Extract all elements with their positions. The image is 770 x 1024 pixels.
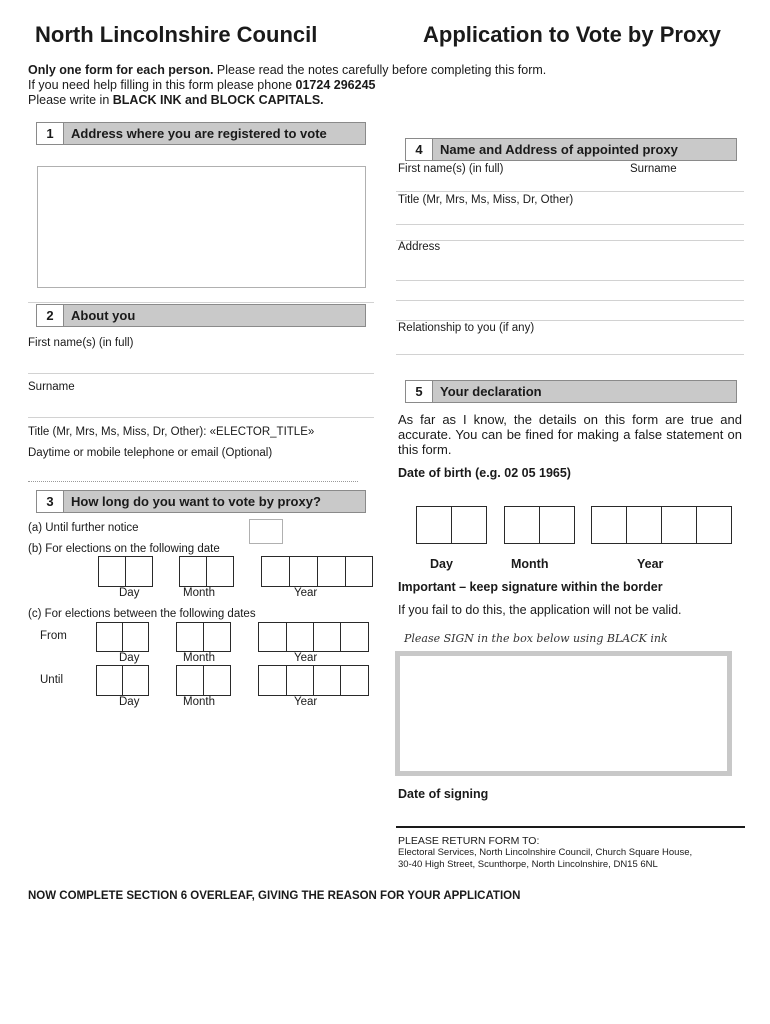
signature-box[interactable]: [395, 651, 732, 776]
intro-line-2: [28, 78, 375, 93]
section-4-header: [405, 138, 737, 161]
proxy-title-label: Title (Mr, Mrs, Ms, Miss, Dr, Other): [398, 194, 574, 206]
section-3-title: How long do you want to vote by proxy?: [71, 494, 321, 509]
divider: [396, 240, 744, 241]
date-of-signing-label: Date of signing: [398, 787, 489, 801]
from-year-digit[interactable]: [340, 622, 369, 652]
until-day-digit[interactable]: [96, 665, 123, 696]
until-day-digit[interactable]: [122, 665, 149, 696]
section-3-header: [36, 490, 366, 513]
section-1-title: Address where you are registered to vote: [71, 126, 327, 141]
dob-year-digit[interactable]: [591, 506, 627, 544]
relationship-field[interactable]: [396, 354, 744, 355]
title-label: Title (Mr, Mrs, Ms, Miss, Dr, Other): «ELECTOR_TITLE»: [28, 426, 315, 438]
from-year-digit[interactable]: [286, 622, 314, 652]
section-3-number: 3: [37, 491, 64, 512]
surname-field[interactable]: [28, 417, 374, 418]
section-4-title: Name and Address of appointed proxy: [440, 142, 678, 157]
return-address-line-1: Electoral Services, North Lincolnshire Council, Church Square House,: [398, 847, 693, 858]
section-2-number: 2: [37, 305, 64, 326]
date-b-year-digit[interactable]: [261, 556, 290, 587]
council-name: North Lincolnshire Council: [35, 22, 318, 47]
dob-day-digit[interactable]: [451, 506, 487, 544]
date-b-day-digit[interactable]: [125, 556, 153, 587]
section-5-number: 5: [406, 381, 433, 402]
dob-month-digit[interactable]: [539, 506, 575, 544]
from-day-digit[interactable]: [96, 622, 123, 652]
until-month-digit[interactable]: [203, 665, 231, 696]
intro-write-in: Please write in: [28, 93, 113, 107]
dob-month-digit[interactable]: [504, 506, 540, 544]
proxy-surname-label: Surname: [630, 163, 677, 175]
return-address-line-2: 30-40 High Street, Scunthorpe, North Lincolnshire, DN15 6NL: [398, 859, 658, 870]
section-2-title: About you: [71, 308, 136, 323]
proxy-address-line[interactable]: [396, 320, 744, 321]
proxy-title-field[interactable]: [396, 224, 744, 225]
proxy-address-line[interactable]: [396, 300, 744, 301]
validity-warning: If you fail to do this, the application will not be valid.: [398, 603, 682, 617]
proxy-first-names-label: First name(s) (in full): [398, 163, 504, 175]
until-year-label: Year: [294, 696, 318, 708]
intro-help-text: If you need help filling in this form please phone: [28, 78, 296, 92]
until-label: Until: [40, 674, 64, 686]
option-a-checkbox[interactable]: [249, 519, 283, 544]
intro-one-form: Only one form for each person.: [28, 63, 214, 77]
until-year-digit[interactable]: [286, 665, 314, 696]
from-month-label: Month: [183, 652, 215, 664]
from-year-digit[interactable]: [258, 622, 287, 652]
section-4-number: 4: [406, 139, 433, 160]
section-1-header: [36, 122, 366, 145]
date-b-year-digit[interactable]: [317, 556, 346, 587]
from-month-digit[interactable]: [203, 622, 231, 652]
sign-instruction: Please SIGN in the box below using BLACK ink: [404, 632, 668, 645]
dob-day-label: Day: [430, 557, 453, 571]
date-b-day-digit[interactable]: [98, 556, 126, 587]
proxy-name-field[interactable]: [396, 191, 744, 192]
section-5-title: Your declaration: [440, 384, 542, 399]
dob-month-label: Month: [511, 557, 549, 571]
option-a-label: (a) Until further notice: [28, 522, 139, 534]
date-b-year-digit[interactable]: [289, 556, 318, 587]
until-day-label: Day: [119, 696, 140, 708]
intro-line-1: [28, 63, 546, 78]
until-year-digit[interactable]: [340, 665, 369, 696]
intro-read-notes: Please read the notes carefully before completing this form.: [213, 63, 547, 77]
surname-label: Surname: [28, 381, 75, 393]
date-b-month-digit[interactable]: [206, 556, 234, 587]
option-c-label: (c) For elections between the following dates: [28, 608, 256, 620]
date-b-year-label: Year: [294, 587, 318, 599]
contact-label: Daytime or mobile telephone or email (Optional): [28, 447, 273, 459]
until-month-digit[interactable]: [176, 665, 204, 696]
intro-line-3: [28, 93, 324, 108]
proxy-address-line[interactable]: [396, 280, 744, 281]
from-year-label: Year: [294, 652, 318, 664]
section-1-number: 1: [37, 123, 64, 144]
return-divider: [396, 826, 745, 828]
declaration-text: As far as I know, the details on this form are true and accurate. You can be fined for making a false statement on this form.: [398, 412, 742, 457]
date-b-month-label: Month: [183, 587, 215, 599]
intro-black-ink: BLACK INK and BLOCK CAPITALS.: [112, 93, 324, 107]
registered-address-box[interactable]: [37, 166, 366, 288]
dob-year-label: Year: [637, 557, 664, 571]
date-b-day-label: Day: [119, 587, 140, 599]
from-label: From: [40, 630, 67, 642]
until-month-label: Month: [183, 696, 215, 708]
from-day-digit[interactable]: [122, 622, 149, 652]
overleaf-note: NOW COMPLETE SECTION 6 OVERLEAF, GIVING THE REASON FOR YOUR APPLICATION: [28, 890, 521, 902]
intro-phone: 01724 296245: [295, 78, 376, 92]
from-day-label: Day: [119, 652, 140, 664]
dob-year-digit[interactable]: [661, 506, 697, 544]
divider: [28, 302, 374, 303]
section-2-header: [36, 304, 366, 327]
proxy-address-label: Address: [398, 241, 441, 253]
contact-field[interactable]: [28, 481, 358, 482]
until-year-digit[interactable]: [258, 665, 287, 696]
first-names-field[interactable]: [28, 373, 374, 374]
dob-day-digit[interactable]: [416, 506, 452, 544]
dob-year-digit[interactable]: [696, 506, 732, 544]
date-b-year-digit[interactable]: [345, 556, 373, 587]
dob-label: Date of birth (e.g. 02 05 1965): [398, 466, 571, 480]
from-year-digit[interactable]: [313, 622, 341, 652]
form-title: Application to Vote by Proxy: [423, 22, 721, 47]
dob-year-digit[interactable]: [626, 506, 662, 544]
option-b-label: (b) For elections on the following date: [28, 543, 220, 555]
section-5-header: [405, 380, 737, 403]
important-notice: Important – keep signature within the border: [398, 580, 663, 594]
date-b-month-digit[interactable]: [179, 556, 207, 587]
relationship-label: Relationship to you (if any): [398, 322, 535, 334]
first-names-label: First name(s) (in full): [28, 337, 134, 349]
return-heading: PLEASE RETURN FORM TO:: [398, 835, 540, 847]
from-month-digit[interactable]: [176, 622, 204, 652]
until-year-digit[interactable]: [313, 665, 341, 696]
